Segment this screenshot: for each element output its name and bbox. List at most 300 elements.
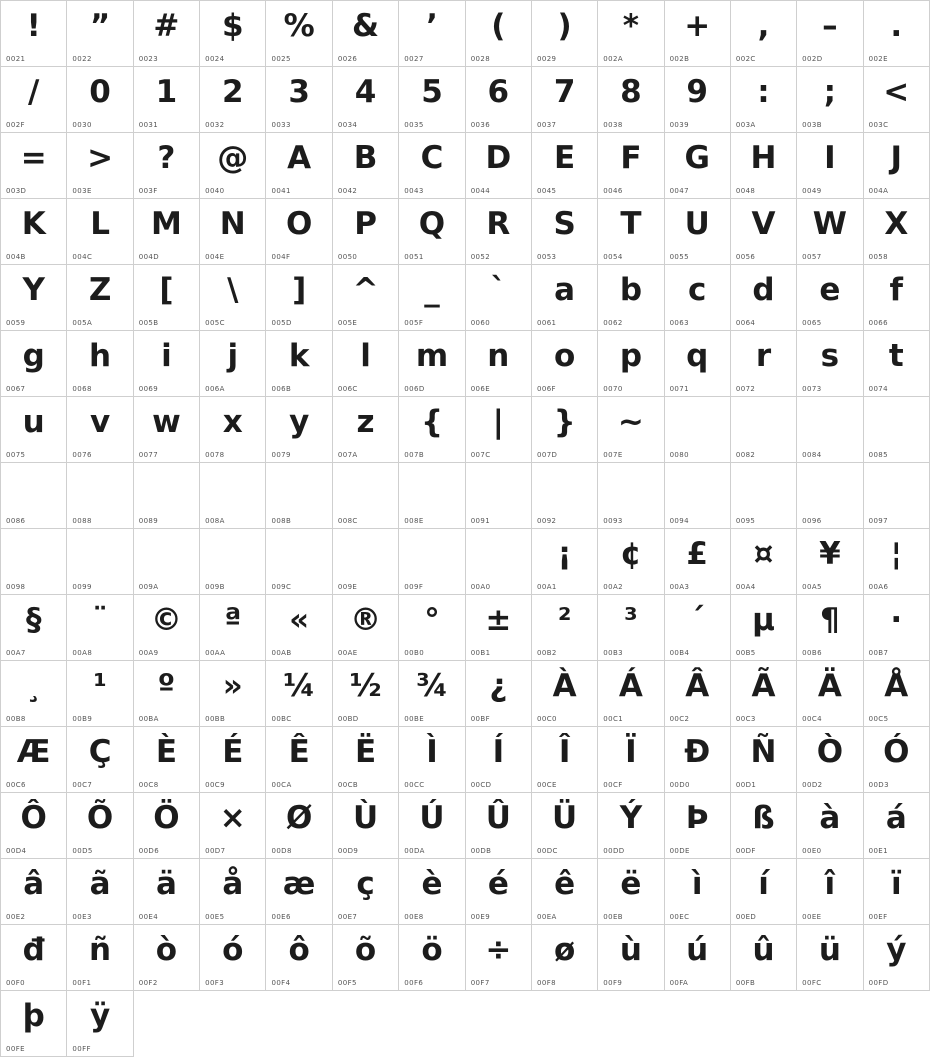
glyph-character: H: [750, 139, 777, 176]
glyph-character: I: [824, 139, 836, 176]
glyph-cell[interactable]: [863, 133, 929, 199]
glyph-cell[interactable]: [664, 595, 730, 661]
glyph-cell[interactable]: [664, 529, 730, 595]
glyph-cell[interactable]: [200, 859, 266, 925]
glyph-cell[interactable]: [67, 397, 133, 463]
glyph-cell[interactable]: [67, 265, 133, 331]
glyph-cell[interactable]: [664, 925, 730, 991]
glyph-cell[interactable]: [266, 265, 332, 331]
glyph-codepoint: 00C6: [6, 781, 26, 789]
glyph-cell[interactable]: [133, 1, 199, 67]
glyph-cell[interactable]: [664, 133, 730, 199]
glyph-character: õ: [354, 931, 377, 968]
glyph-character: ö: [421, 931, 443, 968]
glyph-cell[interactable]: [531, 727, 597, 793]
glyph-codepoint: 0025: [271, 55, 291, 63]
glyph-cell[interactable]: [67, 199, 133, 265]
glyph-cell[interactable]: [133, 727, 199, 793]
glyph-cell[interactable]: [399, 727, 465, 793]
glyph-cell[interactable]: [399, 397, 465, 463]
glyph-cell[interactable]: [531, 265, 597, 331]
glyph-cell[interactable]: [797, 265, 863, 331]
glyph-cell[interactable]: [332, 397, 398, 463]
glyph-cell[interactable]: [200, 199, 266, 265]
glyph-cell[interactable]: [200, 529, 266, 595]
glyph-cell[interactable]: [67, 859, 133, 925]
glyph-cell[interactable]: [730, 463, 796, 529]
glyph-cell[interactable]: [797, 859, 863, 925]
glyph-cell[interactable]: [598, 463, 664, 529]
glyph-codepoint: 00D2: [802, 781, 823, 789]
glyph-cell[interactable]: [465, 397, 531, 463]
glyph-cell[interactable]: [797, 595, 863, 661]
glyph-cell[interactable]: [1, 463, 67, 529]
glyph-row: [1, 991, 930, 1057]
glyph-character: ²: [557, 601, 572, 638]
glyph-cell[interactable]: [1, 67, 67, 133]
glyph-cell[interactable]: [332, 727, 398, 793]
glyph-character: f: [889, 271, 904, 308]
glyph-cell[interactable]: [664, 661, 730, 727]
glyph-cell[interactable]: [200, 595, 266, 661]
glyph-cell[interactable]: [200, 331, 266, 397]
glyph-codepoint: 00C0: [536, 715, 557, 723]
glyph-cell[interactable]: [797, 397, 863, 463]
glyph-cell[interactable]: [266, 793, 332, 859]
glyph-cell[interactable]: [465, 925, 531, 991]
glyph-cell[interactable]: [797, 67, 863, 133]
glyph-codepoint: 003D: [6, 187, 27, 195]
glyph-character: Ï: [625, 733, 637, 770]
glyph-character: Ö: [153, 799, 180, 836]
glyph-cell[interactable]: [730, 661, 796, 727]
glyph-cell[interactable]: [1, 133, 67, 199]
glyph-cell[interactable]: [1, 661, 67, 727]
glyph-cell[interactable]: [465, 265, 531, 331]
glyph-codepoint: 0064: [735, 319, 756, 327]
glyph-codepoint: 00A7: [6, 649, 26, 657]
glyph-cell[interactable]: [133, 199, 199, 265]
glyph-cell[interactable]: [67, 727, 133, 793]
glyph-cell[interactable]: [133, 265, 199, 331]
glyph-cell[interactable]: [1, 199, 67, 265]
glyph-cell[interactable]: [664, 397, 730, 463]
glyph-cell[interactable]: [863, 397, 929, 463]
glyph-codepoint: 003C: [868, 121, 889, 129]
glyph-cell[interactable]: [332, 595, 398, 661]
glyph-cell[interactable]: [1, 793, 67, 859]
glyph-cell[interactable]: [730, 529, 796, 595]
glyph-character: °: [424, 601, 440, 638]
glyph-cell[interactable]: [200, 133, 266, 199]
glyph-cell[interactable]: [730, 397, 796, 463]
glyph-cell[interactable]: [598, 67, 664, 133]
glyph-cell[interactable]: [133, 595, 199, 661]
glyph-character: ¾: [415, 667, 449, 704]
glyph-cell[interactable]: [266, 397, 332, 463]
glyph-cell[interactable]: [332, 199, 398, 265]
glyph-cell[interactable]: [531, 133, 597, 199]
glyph-cell[interactable]: [598, 925, 664, 991]
glyph-cell[interactable]: [863, 1, 929, 67]
glyph-cell[interactable]: [67, 67, 133, 133]
glyph-cell[interactable]: [465, 661, 531, 727]
glyph-cell[interactable]: [863, 331, 929, 397]
glyph-codepoint: 0086: [6, 517, 26, 525]
glyph-character: Ç: [88, 733, 112, 770]
glyph-cell[interactable]: [531, 463, 597, 529]
glyph-cell[interactable]: [266, 529, 332, 595]
glyph-character: ú: [686, 931, 709, 968]
glyph-cell[interactable]: [598, 793, 664, 859]
glyph-character: [: [159, 271, 174, 308]
glyph-cell[interactable]: [531, 199, 597, 265]
glyph-cell[interactable]: [399, 199, 465, 265]
glyph-codepoint: 004B: [6, 253, 26, 261]
glyph-cell[interactable]: [664, 859, 730, 925]
glyph-codepoint: 00FD: [868, 979, 889, 987]
glyph-cell[interactable]: [1, 925, 67, 991]
glyph-cell[interactable]: [465, 463, 531, 529]
glyph-cell[interactable]: [67, 793, 133, 859]
glyph-cell[interactable]: [598, 199, 664, 265]
glyph-character: d: [752, 271, 775, 308]
glyph-cell[interactable]: [133, 529, 199, 595]
glyph-cell[interactable]: [730, 331, 796, 397]
glyph-character: [665, 399, 730, 445]
glyph-cell[interactable]: [863, 199, 929, 265]
glyph-character: Â: [685, 667, 710, 704]
glyph-character: $: [221, 7, 244, 44]
glyph-cell[interactable]: [664, 793, 730, 859]
glyph-cell[interactable]: [531, 397, 597, 463]
glyph-cell[interactable]: [332, 661, 398, 727]
glyph-cell[interactable]: [730, 133, 796, 199]
glyph-cell[interactable]: [863, 529, 929, 595]
glyph-cell[interactable]: [598, 529, 664, 595]
glyph-cell[interactable]: [1, 331, 67, 397]
glyph-codepoint: 00E6: [271, 913, 291, 921]
glyph-cell[interactable]: [465, 529, 531, 595]
glyph-character: S: [553, 205, 576, 242]
glyph-cell[interactable]: [598, 133, 664, 199]
glyph-cell[interactable]: [332, 529, 398, 595]
glyph-cell[interactable]: [730, 265, 796, 331]
glyph-cell[interactable]: [332, 793, 398, 859]
glyph-character: º: [157, 667, 176, 704]
glyph-cell[interactable]: [598, 397, 664, 463]
glyph-cell[interactable]: [266, 1, 332, 67]
glyph-cell[interactable]: [465, 133, 531, 199]
glyph-cell[interactable]: [664, 463, 730, 529]
glyph-cell[interactable]: [598, 595, 664, 661]
glyph-character: É: [222, 733, 244, 770]
glyph-cell[interactable]: [200, 925, 266, 991]
glyph-cell[interactable]: [465, 727, 531, 793]
glyph-cell[interactable]: [266, 595, 332, 661]
glyph-cell[interactable]: [399, 925, 465, 991]
glyph-character: U: [684, 205, 710, 242]
glyph-cell[interactable]: [1, 1, 67, 67]
glyph-cell[interactable]: [531, 529, 597, 595]
glyph-cell[interactable]: [863, 925, 929, 991]
glyph-cell[interactable]: [133, 793, 199, 859]
glyph-cell[interactable]: [133, 925, 199, 991]
glyph-cell[interactable]: [200, 727, 266, 793]
glyph-cell[interactable]: [598, 661, 664, 727]
glyph-character: c: [688, 271, 707, 308]
glyph-cell[interactable]: [797, 133, 863, 199]
glyph-cell[interactable]: [863, 265, 929, 331]
glyph-character: è: [421, 865, 443, 902]
glyph-cell[interactable]: [863, 661, 929, 727]
glyph-character: x: [222, 403, 243, 440]
glyph-cell[interactable]: [200, 661, 266, 727]
glyph-cell[interactable]: [332, 463, 398, 529]
glyph-cell[interactable]: [133, 397, 199, 463]
glyph-cell[interactable]: [200, 793, 266, 859]
glyph-cell[interactable]: [266, 133, 332, 199]
glyph-character: ª: [224, 601, 242, 638]
glyph-cell[interactable]: [133, 331, 199, 397]
glyph-cell[interactable]: [1, 397, 67, 463]
glyph-cell[interactable]: [399, 463, 465, 529]
glyph-codepoint: 00F6: [404, 979, 424, 987]
glyph-cell[interactable]: [1, 265, 67, 331]
glyph-cell[interactable]: [266, 925, 332, 991]
glyph-character: p: [619, 337, 643, 374]
glyph-cell[interactable]: [531, 331, 597, 397]
glyph-cell[interactable]: [863, 793, 929, 859]
glyph-character: (: [491, 7, 506, 44]
glyph-codepoint: 00ED: [735, 913, 757, 921]
glyph-cell[interactable]: [863, 859, 929, 925]
glyph-character: [67, 465, 132, 511]
glyph-character: o: [553, 337, 576, 374]
glyph-cell[interactable]: [332, 925, 398, 991]
glyph-cell[interactable]: [797, 463, 863, 529]
glyph-cell[interactable]: [465, 793, 531, 859]
glyph-cell[interactable]: [399, 793, 465, 859]
glyph-cell[interactable]: [266, 67, 332, 133]
glyph-cell[interactable]: [67, 331, 133, 397]
glyph-cell[interactable]: [730, 595, 796, 661]
glyph-cell[interactable]: [67, 463, 133, 529]
glyph-cell[interactable]: [266, 331, 332, 397]
glyph-cell[interactable]: [664, 1, 730, 67]
glyph-cell[interactable]: [531, 925, 597, 991]
glyph-cell[interactable]: [266, 661, 332, 727]
glyph-character: Î: [558, 733, 571, 770]
glyph-cell[interactable]: [797, 529, 863, 595]
glyph-character: 1: [155, 73, 178, 110]
glyph-codepoint: 00A0: [470, 583, 491, 591]
glyph-cell[interactable]: [531, 793, 597, 859]
glyph-cell[interactable]: [598, 331, 664, 397]
glyph-character: 3: [288, 73, 310, 110]
glyph-cell[interactable]: [730, 727, 796, 793]
glyph-cell[interactable]: [200, 265, 266, 331]
glyph-cell[interactable]: [200, 1, 266, 67]
glyph-cell[interactable]: [1, 529, 67, 595]
glyph-codepoint: 0091: [470, 517, 491, 525]
glyph-cell[interactable]: [797, 199, 863, 265]
glyph-codepoint: 00EF: [868, 913, 888, 921]
glyph-codepoint: 00D6: [138, 847, 160, 855]
glyph-cell[interactable]: [797, 331, 863, 397]
glyph-codepoint: 00AE: [337, 649, 358, 657]
glyph-cell[interactable]: [664, 199, 730, 265]
glyph-cell[interactable]: [863, 727, 929, 793]
glyph-codepoint: 0070: [603, 385, 623, 393]
glyph-character: ·: [890, 601, 903, 638]
glyph-cell[interactable]: [863, 595, 929, 661]
glyph-codepoint: 0068: [72, 385, 92, 393]
glyph-cell[interactable]: [730, 199, 796, 265]
glyph-cell[interactable]: [598, 859, 664, 925]
glyph-row: [1, 529, 930, 595]
glyph-cell[interactable]: [664, 331, 730, 397]
glyph-character: Æ: [16, 733, 51, 770]
glyph-cell[interactable]: [730, 793, 796, 859]
glyph-cell[interactable]: [399, 859, 465, 925]
glyph-cell[interactable]: [797, 925, 863, 991]
glyph-cell[interactable]: [797, 661, 863, 727]
glyph-character: O: [285, 205, 313, 242]
glyph-character: Z: [88, 271, 112, 308]
glyph-cell[interactable]: [133, 463, 199, 529]
glyph-cell[interactable]: [200, 67, 266, 133]
glyph-cell[interactable]: [332, 859, 398, 925]
glyph-cell[interactable]: [67, 595, 133, 661]
glyph-character: §: [25, 601, 42, 638]
glyph-character: +: [684, 7, 711, 44]
glyph-character: [665, 465, 730, 511]
glyph-character: [598, 465, 663, 511]
glyph-cell[interactable]: [465, 67, 531, 133]
glyph-character: 5: [421, 73, 443, 110]
glyph-cell[interactable]: [399, 133, 465, 199]
glyph-cell[interactable]: [399, 661, 465, 727]
glyph-codepoint: 00D5: [72, 847, 93, 855]
glyph-row: [1, 595, 930, 661]
glyph-codepoint: 00CE: [536, 781, 557, 789]
glyph-cell[interactable]: [332, 265, 398, 331]
glyph-cell[interactable]: [266, 727, 332, 793]
glyph-cell[interactable]: [598, 265, 664, 331]
glyph-cell[interactable]: [399, 529, 465, 595]
glyph-cell[interactable]: [531, 1, 597, 67]
glyph-cell[interactable]: [67, 133, 133, 199]
glyph-character: Ì: [426, 733, 438, 770]
glyph-cell[interactable]: [332, 1, 398, 67]
glyph-cell[interactable]: [67, 925, 133, 991]
glyph-cell[interactable]: [465, 331, 531, 397]
glyph-codepoint: 006B: [271, 385, 292, 393]
glyph-cell[interactable]: [1, 859, 67, 925]
glyph-cell[interactable]: [266, 199, 332, 265]
glyph-cell[interactable]: [465, 1, 531, 67]
glyph-cell[interactable]: [598, 727, 664, 793]
glyph-cell[interactable]: [399, 265, 465, 331]
glyph-codepoint: 002B: [669, 55, 690, 63]
glyph-character: ç: [356, 865, 375, 902]
glyph-codepoint: 00E3: [72, 913, 92, 921]
glyph-cell[interactable]: [664, 265, 730, 331]
glyph-cell[interactable]: [399, 67, 465, 133]
glyph-cell[interactable]: [797, 727, 863, 793]
glyph-cell[interactable]: [797, 1, 863, 67]
glyph-cell[interactable]: [664, 67, 730, 133]
glyph-cell[interactable]: [1, 991, 67, 1057]
glyph-cell[interactable]: [67, 529, 133, 595]
glyph-cell[interactable]: [730, 67, 796, 133]
glyph-cell[interactable]: [200, 397, 266, 463]
glyph-codepoint: 0097: [868, 517, 889, 525]
glyph-cell[interactable]: [531, 595, 597, 661]
glyph-cell[interactable]: [399, 595, 465, 661]
glyph-cell[interactable]: [399, 331, 465, 397]
glyph-cell[interactable]: [1, 595, 67, 661]
glyph-cell[interactable]: [133, 67, 199, 133]
glyph-cell[interactable]: [332, 331, 398, 397]
glyph-cell[interactable]: [465, 859, 531, 925]
glyph-cell[interactable]: [133, 133, 199, 199]
glyph-cell[interactable]: [266, 859, 332, 925]
glyph-codepoint: 00D3: [868, 781, 889, 789]
glyph-cell[interactable]: [133, 859, 199, 925]
glyph-cell[interactable]: [797, 793, 863, 859]
glyph-character: Õ: [86, 799, 114, 836]
glyph-cell[interactable]: [67, 991, 133, 1057]
glyph-codepoint: 004F: [271, 253, 291, 261]
glyph-cell[interactable]: [332, 67, 398, 133]
glyph-cell[interactable]: [730, 859, 796, 925]
glyph-cell[interactable]: [200, 463, 266, 529]
glyph-codepoint: 00B6: [802, 649, 822, 657]
glyph-cell[interactable]: [730, 925, 796, 991]
glyph-cell[interactable]: [465, 595, 531, 661]
glyph-codepoint: 006A: [205, 385, 225, 393]
glyph-character: Q: [418, 205, 446, 242]
glyph-cell[interactable]: [664, 727, 730, 793]
glyph-codepoint: 00F1: [72, 979, 92, 987]
glyph-cell[interactable]: [1, 727, 67, 793]
glyph-cell[interactable]: [67, 661, 133, 727]
glyph-codepoint: 0093: [603, 517, 623, 525]
glyph-character: .: [890, 7, 903, 44]
glyph-cell[interactable]: [332, 133, 398, 199]
glyph-character: 9: [686, 73, 708, 110]
glyph-cell[interactable]: [863, 67, 929, 133]
glyph-cell[interactable]: [730, 1, 796, 67]
glyph-cell[interactable]: [133, 661, 199, 727]
glyph-cell[interactable]: [465, 199, 531, 265]
glyph-cell[interactable]: [531, 859, 597, 925]
glyph-character: [532, 465, 597, 511]
glyph-cell[interactable]: [266, 463, 332, 529]
glyph-cell[interactable]: [399, 1, 465, 67]
glyph-cell[interactable]: [531, 67, 597, 133]
glyph-codepoint: 00DA: [404, 847, 425, 855]
glyph-cell[interactable]: [67, 1, 133, 67]
glyph-cell[interactable]: [598, 1, 664, 67]
glyph-character: 0: [89, 73, 111, 110]
glyph-character: È: [155, 733, 177, 770]
glyph-cell[interactable]: [863, 463, 929, 529]
glyph-cell[interactable]: [531, 661, 597, 727]
glyph-character: Ò: [816, 733, 844, 770]
